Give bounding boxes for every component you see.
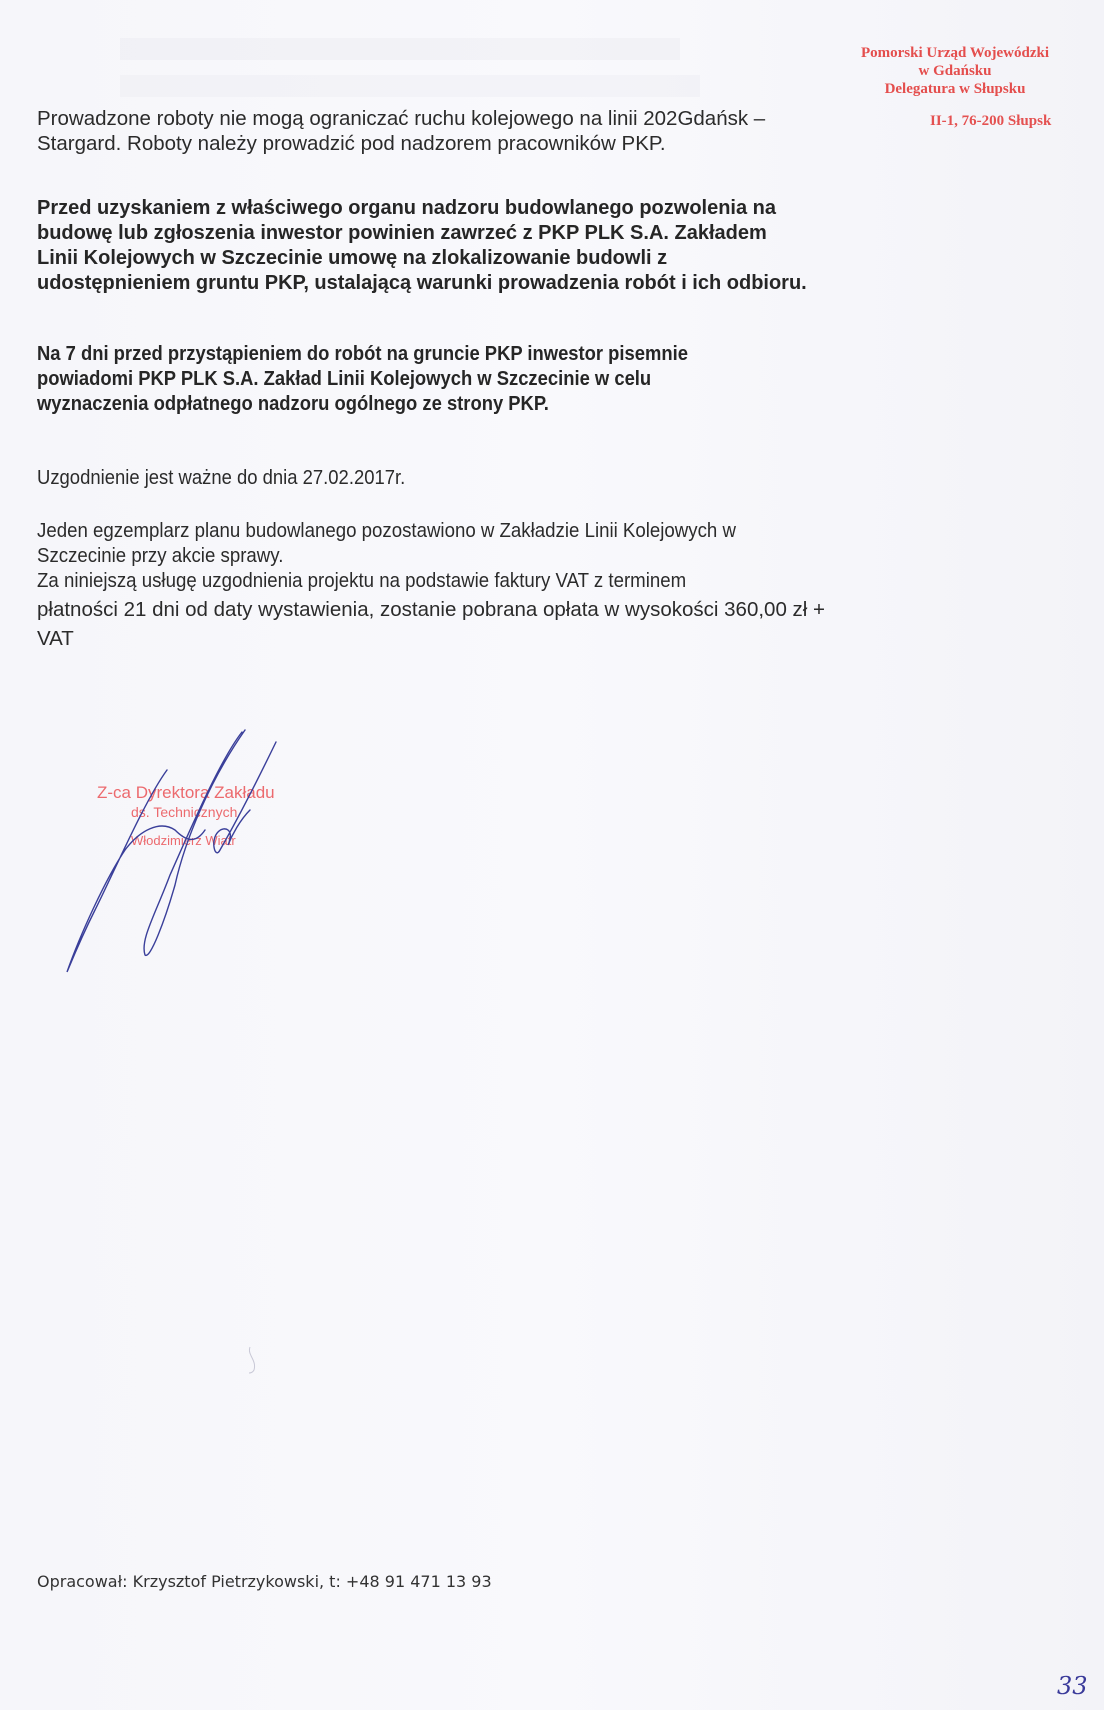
text-line: budowę lub zgłoszenia inwestor powinien zawrzeć z PKP PLK S.A. Zakładem (37, 222, 767, 244)
text-line: Szczecinie przy akcie sprawy. (37, 544, 284, 567)
text-line: udostępnieniem gruntu PKP, ustalającą warunki prowadzenia robót i ich odbioru. (37, 272, 807, 294)
handwritten-signature (50, 720, 330, 980)
signature-stroke (214, 742, 276, 853)
stamp-line-3: Delegatura w Słupsku (884, 81, 1026, 97)
show-through-texture (120, 75, 700, 97)
pen-mark (245, 1345, 265, 1375)
paragraph-validity (37, 465, 405, 490)
text-line: VAT (37, 627, 74, 650)
official-stamp (850, 44, 1060, 98)
text-line: powiadomi PKP PLK S.A. Zakład Linii Kolejowych w Szczecinie w celu (37, 368, 652, 390)
text-line: Jeden egzemplarz planu budowlanego pozostawiono w Zakładzie Linii Kolejowych w (37, 519, 736, 542)
page-number: 33 (1057, 1672, 1088, 1700)
validity-text: Uzgodnienie jest ważne do dnia 27.02.2017r. (37, 466, 406, 489)
text-line: Stargard. Roboty należy prowadzić pod nadzorem pracowników PKP. (37, 132, 666, 155)
stamp-line-2: w Gdańsku (918, 63, 992, 79)
stamp-line-4: II-1, 76-200 Słupsk (930, 113, 1052, 129)
text-line: Na 7 dni przed przystąpieniem do robót na gruncie PKP inwestor pisemnie (37, 343, 688, 365)
paragraph-notification (37, 342, 688, 417)
text-line: Za niniejszą usługę uzgodnienia projektu na podstawie faktury VAT z terminem (37, 569, 687, 592)
signature-stroke (67, 770, 205, 972)
signature-name: Włodzimierz Wiatr (131, 833, 236, 848)
paragraph-railway-traffic (37, 106, 765, 156)
show-through-texture (120, 38, 680, 60)
paragraph-fee (37, 518, 825, 651)
text-line: płatności 21 dni od daty wystawienia, zostanie pobrana opłata w wysokości 360,00 zł + (37, 598, 826, 621)
text-line: wyznaczenia odpłatnego nadzoru ogólnego ze strony PKP. (37, 393, 549, 415)
text-line: Linii Kolejowych w Szczecinie umowę na zlokalizowanie budowli z (37, 247, 668, 269)
prepared-by-footer: Opracował: Krzysztof Pietrzykowski, t: +48 91 471 13 93 (37, 1572, 492, 1591)
paragraph-agreement-requirement (37, 196, 807, 296)
stamp-line-1: Pomorski Urząd Wojewódzki (860, 45, 1050, 61)
signature-title: Z-ca Dyrektora Zakładu (97, 783, 275, 802)
text-line: Przed uzyskaniem z właściwego organu nadzoru budowlanego pozwolenia na (37, 197, 777, 219)
text-line: Prowadzone roboty nie mogą ograniczać ruchu kolejowego na linii 202Gdańsk – (37, 107, 766, 130)
signature-department: ds. Technicznych (131, 804, 238, 820)
signature-stroke (144, 730, 245, 955)
